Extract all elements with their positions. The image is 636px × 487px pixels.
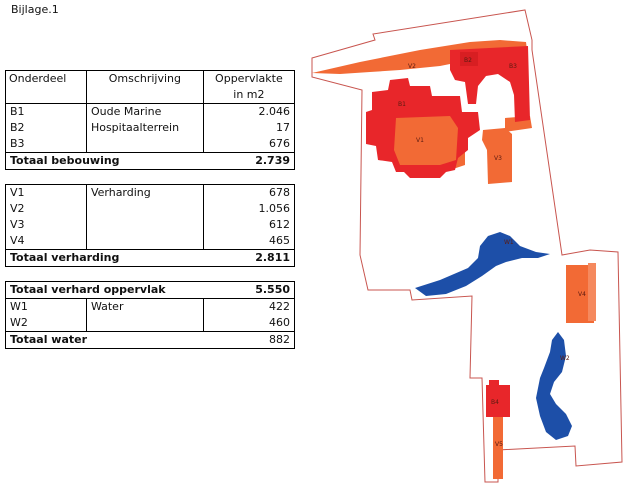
area-table: [5, 70, 295, 349]
map-label-b3: B3: [509, 63, 517, 70]
row-desc: [86, 315, 203, 332]
map-label-w1: W1: [504, 239, 514, 246]
table-row: [6, 315, 295, 332]
row-code: V2: [6, 201, 87, 217]
table-row: [6, 185, 295, 202]
row-value: 422: [203, 299, 294, 316]
area-w2: [536, 332, 572, 440]
map-label-w2: W2: [560, 355, 570, 362]
total-label: Totaal water: [6, 332, 204, 349]
table-spacer: [6, 267, 295, 282]
total-label: Totaal bebouwing: [6, 153, 204, 170]
page-title: Bijlage.1: [11, 3, 59, 16]
map-label-v3: V3: [494, 155, 502, 162]
row-value: 612: [203, 217, 294, 233]
row-desc: [86, 201, 203, 217]
header-oppervlakte-line2: in m2: [233, 88, 265, 101]
row-code: W2: [6, 315, 87, 332]
header-oppervlakte-line1: Oppervlakte: [215, 72, 283, 85]
header-omschrijving: Omschrijving: [86, 71, 203, 104]
row-value: 678: [203, 185, 294, 202]
row-code: B1: [6, 104, 87, 121]
header-onderdeel: Onderdeel: [6, 71, 87, 104]
total-value: 2.811: [203, 250, 294, 267]
table-spacer: [6, 170, 295, 185]
row-desc: [86, 217, 203, 233]
total-row-bebouwing: [6, 153, 295, 170]
map-label-v5: V5: [495, 441, 503, 448]
table-header-row: [6, 71, 295, 104]
row-value: 1.056: [203, 201, 294, 217]
total-value: 5.550: [203, 282, 294, 299]
map-label-b4: B4: [491, 399, 499, 406]
total-row-verharding: [6, 250, 295, 267]
row-desc: Hospitaalterrein: [86, 120, 203, 136]
area-b4-top: [489, 380, 499, 388]
map-label-b2: B2: [464, 57, 472, 64]
table-row: [6, 120, 295, 136]
total-label: Totaal verhard oppervlak: [6, 282, 204, 299]
map-label-v4: V4: [578, 291, 586, 298]
table-row: [6, 233, 295, 250]
row-code: B3: [6, 136, 87, 153]
area-v4-edge: [588, 263, 596, 321]
area-v5: [493, 417, 503, 479]
site-map: [300, 0, 636, 487]
row-value: 2.046: [203, 104, 294, 121]
row-desc: [86, 233, 203, 250]
row-code: V3: [6, 217, 87, 233]
row-value: 676: [203, 136, 294, 153]
row-value: 460: [203, 315, 294, 332]
row-value: 465: [203, 233, 294, 250]
header-oppervlakte: [203, 71, 294, 104]
row-code: V1: [6, 185, 87, 202]
row-desc: Verharding: [86, 185, 203, 202]
map-label-v2: V2: [408, 63, 416, 70]
row-desc: Oude Marine: [86, 104, 203, 121]
map-label-b1: B1: [398, 101, 406, 108]
table-row: [6, 217, 295, 233]
total-value: 2.739: [203, 153, 294, 170]
row-code: V4: [6, 233, 87, 250]
total-row-water: [6, 332, 295, 349]
row-value: 17: [203, 120, 294, 136]
row-code: W1: [6, 299, 87, 316]
table-row: [6, 299, 295, 316]
total-row-verhard-oppervlak: [6, 282, 295, 299]
row-desc: Water: [86, 299, 203, 316]
table-row: [6, 136, 295, 153]
area-v1-inner: [394, 116, 458, 165]
table-row: [6, 201, 295, 217]
row-desc: [86, 136, 203, 153]
area-w1: [415, 232, 550, 296]
map-label-v1: V1: [416, 137, 424, 144]
table-row: [6, 104, 295, 121]
total-label: Totaal verharding: [6, 250, 204, 267]
total-value: 882: [203, 332, 294, 349]
row-code: B2: [6, 120, 87, 136]
